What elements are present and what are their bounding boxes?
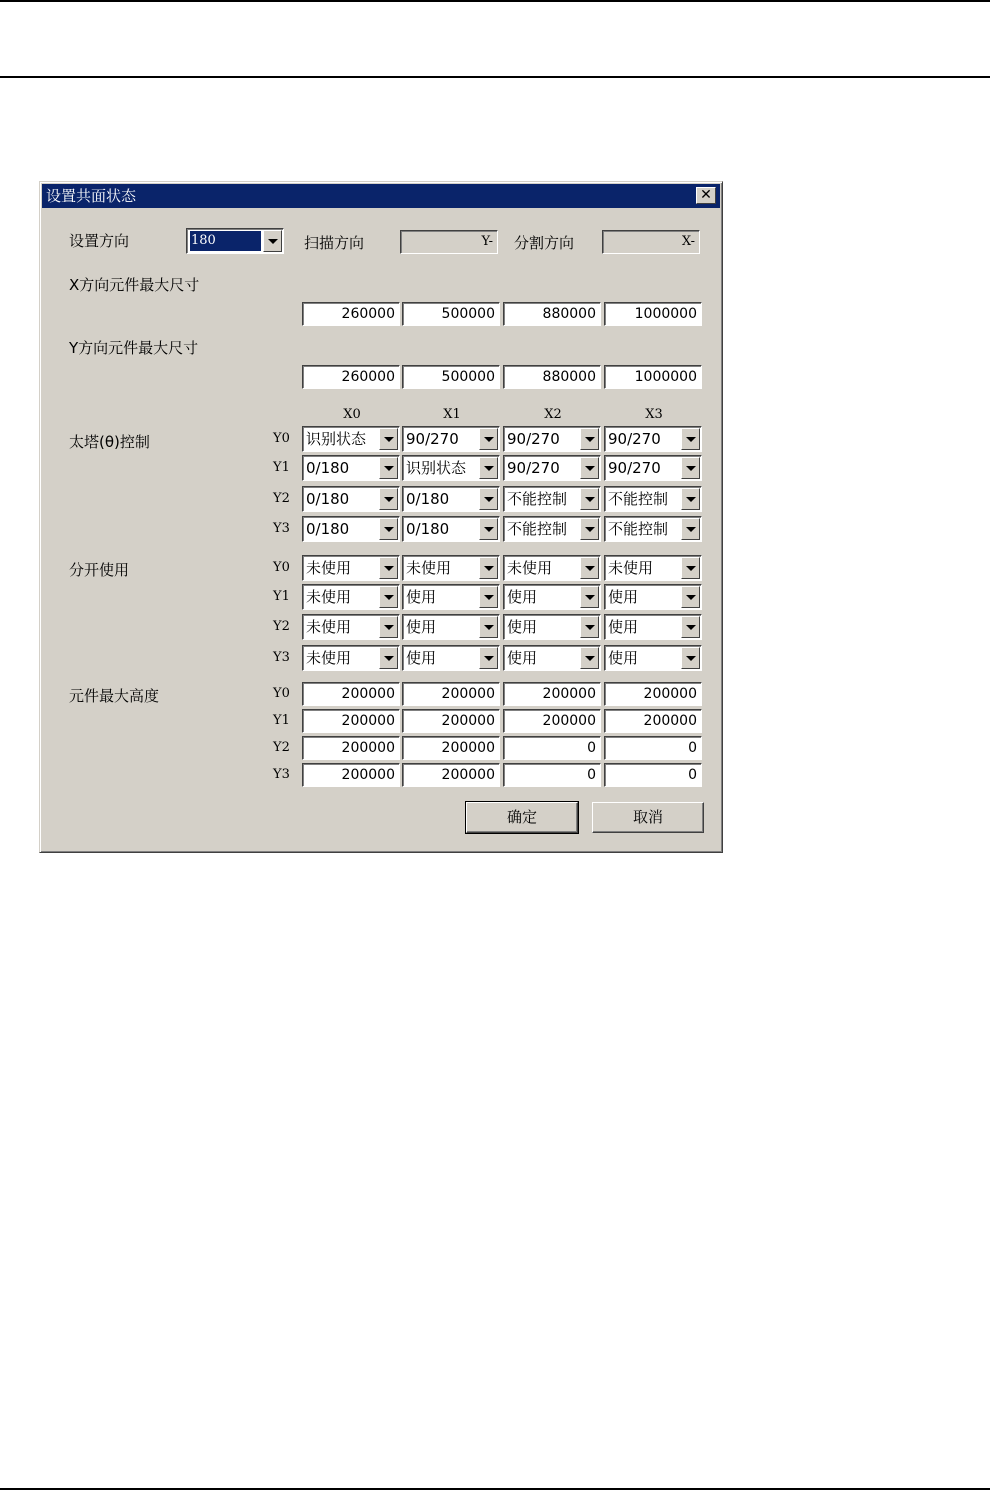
max-height-field-y3-x2[interactable]: 0 xyxy=(503,763,601,787)
max-height-field-y3-x3[interactable]: 0 xyxy=(604,763,702,787)
chevron-down-icon[interactable] xyxy=(580,428,599,450)
x-max-size-field-1[interactable]: 500000 xyxy=(402,302,500,326)
separate-select-y2-x0[interactable] xyxy=(302,614,400,640)
separate-row-label-y2: Y2 xyxy=(273,619,290,634)
separate-select-y2-x2-value: 使用 xyxy=(507,618,538,636)
separate-select-y2-x1[interactable] xyxy=(402,614,500,640)
y-max-size-field-0[interactable]: 260000 xyxy=(302,365,400,389)
chevron-down-icon[interactable] xyxy=(580,647,599,669)
coplanar-settings-dialog xyxy=(39,181,723,853)
turret-select-y2-x1[interactable] xyxy=(402,486,500,512)
max-height-field-y2-x2[interactable]: 0 xyxy=(503,736,601,760)
chevron-down-icon[interactable] xyxy=(479,586,498,608)
chevron-down-icon[interactable] xyxy=(379,428,398,450)
turret-row-label-y0: Y0 xyxy=(273,431,290,446)
turret-select-y2-x2-value: 不能控制 xyxy=(507,490,568,508)
chevron-down-icon[interactable] xyxy=(379,586,398,608)
separate-select-y2-x3[interactable] xyxy=(604,614,702,640)
separate-select-y1-x0-value: 未使用 xyxy=(306,588,352,606)
chevron-down-icon[interactable] xyxy=(379,488,398,510)
turret-select-y3-x0[interactable] xyxy=(302,516,400,542)
turret-select-y3-x3-value: 不能控制 xyxy=(608,520,669,538)
separate-select-y0-x0[interactable] xyxy=(302,555,400,581)
max-height-field-y1-x2[interactable]: 200000 xyxy=(503,709,601,733)
y-max-size-field-1[interactable]: 500000 xyxy=(402,365,500,389)
turret-control-label: 太塔(θ)控制 xyxy=(69,433,150,451)
dialog-titlebar xyxy=(42,184,720,208)
chevron-down-icon[interactable] xyxy=(681,647,700,669)
max-height-field-y0-x2[interactable]: 200000 xyxy=(503,682,601,706)
chevron-down-icon[interactable] xyxy=(681,557,700,579)
separate-select-y1-x2[interactable] xyxy=(503,584,601,610)
chevron-down-icon[interactable] xyxy=(479,557,498,579)
height-row-label-y1: Y1 xyxy=(273,713,290,728)
height-row-label-y3: Y3 xyxy=(273,767,290,782)
chevron-down-icon[interactable] xyxy=(580,557,599,579)
turret-select-y2-x2[interactable] xyxy=(503,486,601,512)
separate-select-y3-x3[interactable] xyxy=(604,645,702,671)
chevron-down-icon[interactable] xyxy=(580,488,599,510)
chevron-down-icon[interactable] xyxy=(263,230,282,252)
max-height-field-y2-x1[interactable]: 200000 xyxy=(402,736,500,760)
separate-select-y2-x2[interactable] xyxy=(503,614,601,640)
turret-select-y0-x1-value: 90/270 xyxy=(406,430,459,448)
turret-select-y1-x0-value: 0/180 xyxy=(306,459,350,477)
ok-button[interactable]: 确定 xyxy=(466,802,578,833)
footer-rule xyxy=(0,1488,990,1490)
separate-select-y3-x2-value: 使用 xyxy=(507,649,538,667)
direction-select-value: 180 xyxy=(190,231,261,251)
turret-row-label-y2: Y2 xyxy=(273,491,290,506)
separate-select-y3-x0-value: 未使用 xyxy=(306,649,352,667)
chevron-down-icon[interactable] xyxy=(479,518,498,540)
turret-select-y1-x1-value: 识别状态 xyxy=(406,459,467,477)
chevron-down-icon[interactable] xyxy=(479,647,498,669)
cancel-button[interactable]: 取消 xyxy=(592,802,704,833)
turret-select-y0-x2[interactable] xyxy=(503,426,601,452)
turret-select-y0-x0-value: 识别状态 xyxy=(306,430,367,448)
x-max-size-field-0[interactable]: 260000 xyxy=(302,302,400,326)
chevron-down-icon[interactable] xyxy=(681,488,700,510)
separate-select-y2-x3-value: 使用 xyxy=(608,618,639,636)
height-row-label-y0: Y0 xyxy=(273,686,290,701)
separate-select-y3-x0[interactable] xyxy=(302,645,400,671)
chevron-down-icon[interactable] xyxy=(580,457,599,479)
turret-row-label-y3: Y3 xyxy=(273,521,290,536)
turret-select-y1-x2[interactable] xyxy=(503,455,601,481)
turret-select-y3-x2-value: 不能控制 xyxy=(507,520,568,538)
column-header-x3: X3 xyxy=(645,407,663,422)
split-direction-label: 分割方向 xyxy=(514,234,575,252)
separate-select-y0-x3-value: 未使用 xyxy=(608,559,654,577)
turret-select-y2-x3-value: 不能控制 xyxy=(608,490,669,508)
separate-select-y1-x3[interactable] xyxy=(604,584,702,610)
turret-select-y2-x3[interactable] xyxy=(604,486,702,512)
direction-label: 设置方向 xyxy=(69,232,130,250)
turret-select-y1-x3-value: 90/270 xyxy=(608,459,661,477)
y-max-size-label: Y方向元件最大尺寸 xyxy=(69,339,199,357)
separate-select-y0-x3[interactable] xyxy=(604,555,702,581)
turret-select-y2-x0[interactable] xyxy=(302,486,400,512)
separate-select-y1-x2-value: 使用 xyxy=(507,588,538,606)
x-max-size-field-2[interactable]: 880000 xyxy=(503,302,601,326)
separate-row-label-y3: Y3 xyxy=(273,650,290,665)
separate-select-y3-x1-value: 使用 xyxy=(406,649,437,667)
turret-select-y0-x3-value: 90/270 xyxy=(608,430,661,448)
max-height-field-y0-x3[interactable]: 200000 xyxy=(604,682,702,706)
turret-select-y0-x1[interactable] xyxy=(402,426,500,452)
header-top-rule xyxy=(0,0,990,2)
separate-select-y1-x1-value: 使用 xyxy=(406,588,437,606)
scan-direction-value: Y- xyxy=(400,230,498,254)
height-row-label-y2: Y2 xyxy=(273,740,290,755)
chevron-down-icon[interactable] xyxy=(479,457,498,479)
separate-row-label-y0: Y0 xyxy=(273,560,290,575)
max-height-field-y0-x1[interactable]: 200000 xyxy=(402,682,500,706)
max-height-label: 元件最大高度 xyxy=(69,687,160,705)
turret-row-label-y1: Y1 xyxy=(273,460,290,475)
separate-use-label: 分开使用 xyxy=(69,561,130,579)
separate-select-y0-x1[interactable] xyxy=(402,555,500,581)
max-height-field-y1-x3[interactable]: 200000 xyxy=(604,709,702,733)
chevron-down-icon[interactable] xyxy=(379,457,398,479)
chevron-down-icon[interactable] xyxy=(479,428,498,450)
scan-direction-label: 扫描方向 xyxy=(304,234,365,252)
chevron-down-icon[interactable] xyxy=(479,616,498,638)
max-height-field-y3-x1[interactable]: 200000 xyxy=(402,763,500,787)
separate-select-y3-x1[interactable] xyxy=(402,645,500,671)
chevron-down-icon[interactable] xyxy=(681,428,700,450)
turret-select-y3-x2[interactable] xyxy=(503,516,601,542)
turret-select-y2-x0-value: 0/180 xyxy=(306,490,350,508)
header-bottom-rule xyxy=(0,76,990,78)
separate-select-y1-x1[interactable] xyxy=(402,584,500,610)
turret-select-y3-x1-value: 0/180 xyxy=(406,520,450,538)
separate-select-y0-x2-value: 未使用 xyxy=(507,559,553,577)
y-max-size-field-2[interactable]: 880000 xyxy=(503,365,601,389)
max-height-field-y0-x0[interactable]: 200000 xyxy=(302,682,400,706)
max-height-field-y1-x0[interactable]: 200000 xyxy=(302,709,400,733)
turret-select-y1-x3[interactable] xyxy=(604,455,702,481)
separate-select-y3-x2[interactable] xyxy=(503,645,601,671)
max-height-field-y1-x1[interactable]: 200000 xyxy=(402,709,500,733)
column-header-x2: X2 xyxy=(544,407,562,422)
turret-select-y0-x3[interactable] xyxy=(604,426,702,452)
separate-select-y2-x0-value: 未使用 xyxy=(306,618,352,636)
max-height-field-y2-x0[interactable]: 200000 xyxy=(302,736,400,760)
chevron-down-icon[interactable] xyxy=(379,647,398,669)
chevron-down-icon[interactable] xyxy=(681,457,700,479)
chevron-down-icon[interactable] xyxy=(681,518,700,540)
turret-select-y0-x0[interactable] xyxy=(302,426,400,452)
separate-select-y0-x0-value: 未使用 xyxy=(306,559,352,577)
chevron-down-icon[interactable] xyxy=(379,557,398,579)
chevron-down-icon[interactable] xyxy=(681,616,700,638)
turret-select-y1-x2-value: 90/270 xyxy=(507,459,560,477)
x-max-size-label: X方向元件最大尺寸 xyxy=(69,276,200,294)
direction-select[interactable] xyxy=(186,228,284,254)
turret-select-y2-x1-value: 0/180 xyxy=(406,490,450,508)
chevron-down-icon[interactable] xyxy=(479,488,498,510)
dialog-title: 设置共面状态 xyxy=(46,187,137,205)
turret-select-y0-x2-value: 90/270 xyxy=(507,430,560,448)
chevron-down-icon[interactable] xyxy=(379,616,398,638)
split-direction-value: X- xyxy=(602,230,700,254)
close-icon[interactable]: ✕ xyxy=(696,187,716,204)
chevron-down-icon[interactable] xyxy=(681,586,700,608)
separate-select-y0-x2[interactable] xyxy=(503,555,601,581)
turret-select-y3-x3[interactable] xyxy=(604,516,702,542)
separate-row-label-y1: Y1 xyxy=(273,589,290,604)
separate-select-y2-x1-value: 使用 xyxy=(406,618,437,636)
column-header-x0: X0 xyxy=(343,407,361,422)
max-height-field-y3-x0[interactable]: 200000 xyxy=(302,763,400,787)
turret-select-y3-x0-value: 0/180 xyxy=(306,520,350,538)
max-height-field-y2-x3[interactable]: 0 xyxy=(604,736,702,760)
turret-select-y3-x1[interactable] xyxy=(402,516,500,542)
separate-select-y1-x3-value: 使用 xyxy=(608,588,639,606)
x-max-size-field-3[interactable]: 1000000 xyxy=(604,302,702,326)
chevron-down-icon[interactable] xyxy=(379,518,398,540)
chevron-down-icon[interactable] xyxy=(580,616,599,638)
column-header-x1: X1 xyxy=(443,407,461,422)
turret-select-y1-x1[interactable] xyxy=(402,455,500,481)
separate-select-y3-x3-value: 使用 xyxy=(608,649,639,667)
turret-select-y1-x0[interactable] xyxy=(302,455,400,481)
chevron-down-icon[interactable] xyxy=(580,586,599,608)
separate-select-y0-x1-value: 未使用 xyxy=(406,559,452,577)
chevron-down-icon[interactable] xyxy=(580,518,599,540)
y-max-size-field-3[interactable]: 1000000 xyxy=(604,365,702,389)
separate-select-y1-x0[interactable] xyxy=(302,584,400,610)
